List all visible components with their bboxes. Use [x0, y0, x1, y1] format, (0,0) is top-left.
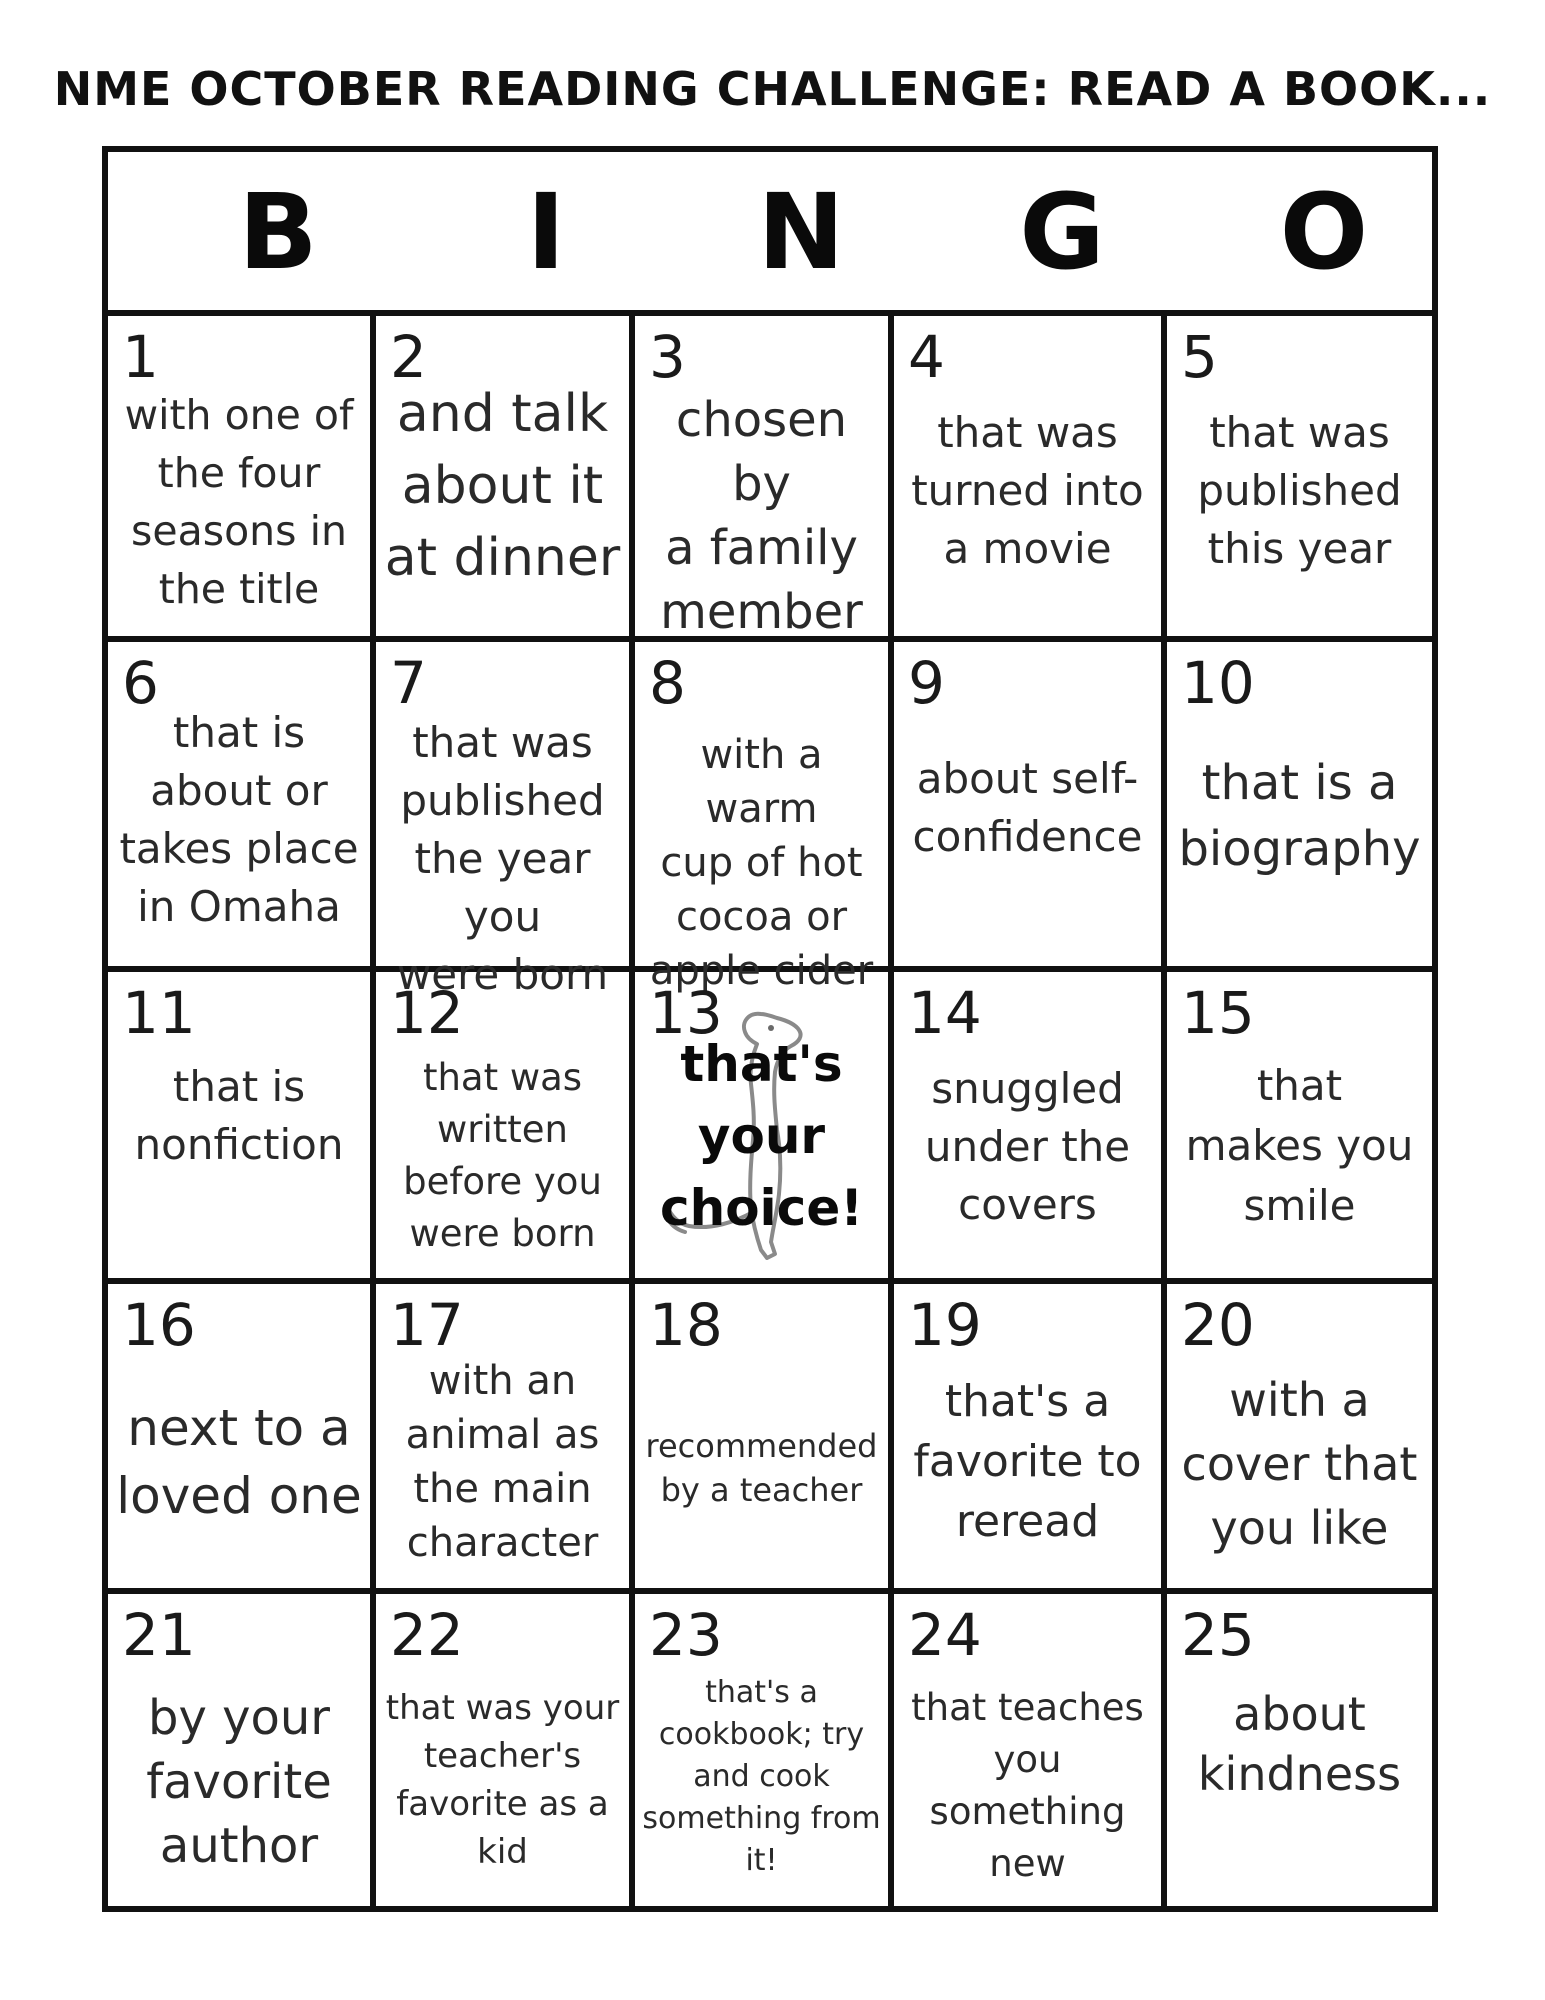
- bingo-cell: [108, 1284, 370, 1588]
- cell-prompt: and talk about it at dinner: [384, 384, 621, 588]
- header-letter-i: I: [526, 171, 566, 293]
- cell-prompt: that was written before you were born: [403, 1056, 602, 1255]
- cell-number: 11: [122, 979, 196, 1047]
- cell-number: 4: [908, 323, 945, 391]
- bingo-cell: [894, 316, 1161, 636]
- cell-prompt: that was turned into a movie: [911, 408, 1144, 573]
- cell-number: 16: [122, 1291, 196, 1359]
- bingo-cell: [1167, 1284, 1432, 1588]
- bingo-cell: [635, 642, 888, 994]
- cell-prompt: that was published this year: [1197, 408, 1402, 573]
- cell-prompt: that was your teacher's favorite as a kid: [385, 1688, 620, 1872]
- cell-number: 14: [908, 979, 982, 1047]
- bingo-board: [102, 146, 1438, 1912]
- cell-prompt: recommended by a teacher: [645, 1427, 878, 1509]
- bingo-cell: [108, 1594, 370, 1906]
- cell-number: 23: [649, 1601, 723, 1669]
- cell-prompt: with an animal as the main character: [405, 1358, 600, 1566]
- header-letter-o: O: [1279, 171, 1369, 293]
- header-letter-b: B: [238, 171, 318, 293]
- cell-prompt: chosen by a family member: [660, 392, 863, 640]
- cell-number: 25: [1181, 1601, 1255, 1669]
- cell-number: 5: [1181, 323, 1218, 391]
- bingo-cell: [108, 316, 370, 636]
- bingo-cell: [1167, 972, 1432, 1278]
- cell-number: 24: [908, 1601, 982, 1669]
- bingo-cell: [376, 1284, 629, 1588]
- cell-number: 7: [390, 649, 427, 717]
- cell-prompt: that makes you smile: [1185, 1061, 1414, 1230]
- cell-prompt: next to a loved one: [116, 1399, 362, 1525]
- cell-prompt: snuggled under the covers: [924, 1064, 1131, 1229]
- bingo-header-row: [108, 152, 1432, 316]
- bingo-cell: [1167, 1594, 1432, 1906]
- cell-prompt: that teaches you something new: [911, 1686, 1144, 1885]
- cell-number: 18: [649, 1291, 723, 1359]
- cell-prompt: about self- confidence: [912, 754, 1143, 861]
- bingo-cell: [894, 642, 1161, 966]
- bingo-cell: [1167, 642, 1432, 966]
- cell-number: 12: [390, 979, 464, 1047]
- cell-number: 19: [908, 1291, 982, 1359]
- cell-prompt: by your favorite author: [146, 1690, 332, 1874]
- bingo-cell: [635, 1594, 888, 1906]
- cell-number: 3: [649, 323, 686, 391]
- free-space-label: that's your choice!: [659, 1035, 864, 1237]
- cell-prompt: that is about or takes place in Omaha: [119, 708, 359, 931]
- bingo-cell: [376, 972, 629, 1278]
- cell-number: 10: [1181, 649, 1255, 717]
- bingo-cell: [635, 972, 888, 1278]
- cell-prompt: that's a favorite to reread: [913, 1376, 1142, 1547]
- cell-number: 22: [390, 1601, 464, 1669]
- bingo-cell: [894, 1594, 1161, 1906]
- bingo-cell: [1167, 316, 1432, 636]
- bingo-cell: [894, 972, 1161, 1278]
- cell-prompt: with a warm cup of hot cocoa or apple cider: [649, 732, 874, 994]
- cell-prompt: that's a cookbook; try and cook something from it!: [642, 1675, 881, 1878]
- header-letter-g: G: [1019, 171, 1105, 293]
- cell-number: 21: [122, 1601, 196, 1669]
- cell-prompt: that is nonfiction: [134, 1062, 344, 1169]
- cell-number: 17: [390, 1291, 464, 1359]
- cell-prompt: with a cover that you like: [1181, 1373, 1418, 1555]
- bingo-cell: [635, 316, 888, 640]
- bingo-cell: [376, 642, 629, 999]
- bingo-cell: [376, 316, 629, 636]
- cell-prompt: about kindness: [1197, 1687, 1402, 1801]
- cell-prompt: that was published the year you were born: [396, 718, 609, 999]
- cell-number: 2: [390, 323, 427, 391]
- cell-number: 9: [908, 649, 945, 717]
- bingo-cell: [108, 972, 370, 1278]
- cell-number: 15: [1181, 979, 1255, 1047]
- bingo-cell: [108, 642, 370, 966]
- cell-number: 6: [122, 649, 159, 717]
- cell-prompt: that is a biography: [1178, 755, 1421, 877]
- header-letter-n: N: [757, 171, 845, 293]
- cell-number: 8: [649, 649, 686, 717]
- bingo-cell: [894, 1284, 1161, 1588]
- page-title: NME OCTOBER READING CHALLENGE: READ A BOOK...: [53, 62, 1492, 116]
- cell-prompt: with one of the four seasons in the title: [124, 391, 354, 613]
- bingo-cell: [376, 1594, 629, 1906]
- cell-number: 13: [649, 979, 723, 1047]
- cell-number: 20: [1181, 1291, 1255, 1359]
- bingo-grid: [108, 316, 1432, 1906]
- bingo-cell: [635, 1284, 888, 1588]
- cell-number: 1: [122, 323, 159, 391]
